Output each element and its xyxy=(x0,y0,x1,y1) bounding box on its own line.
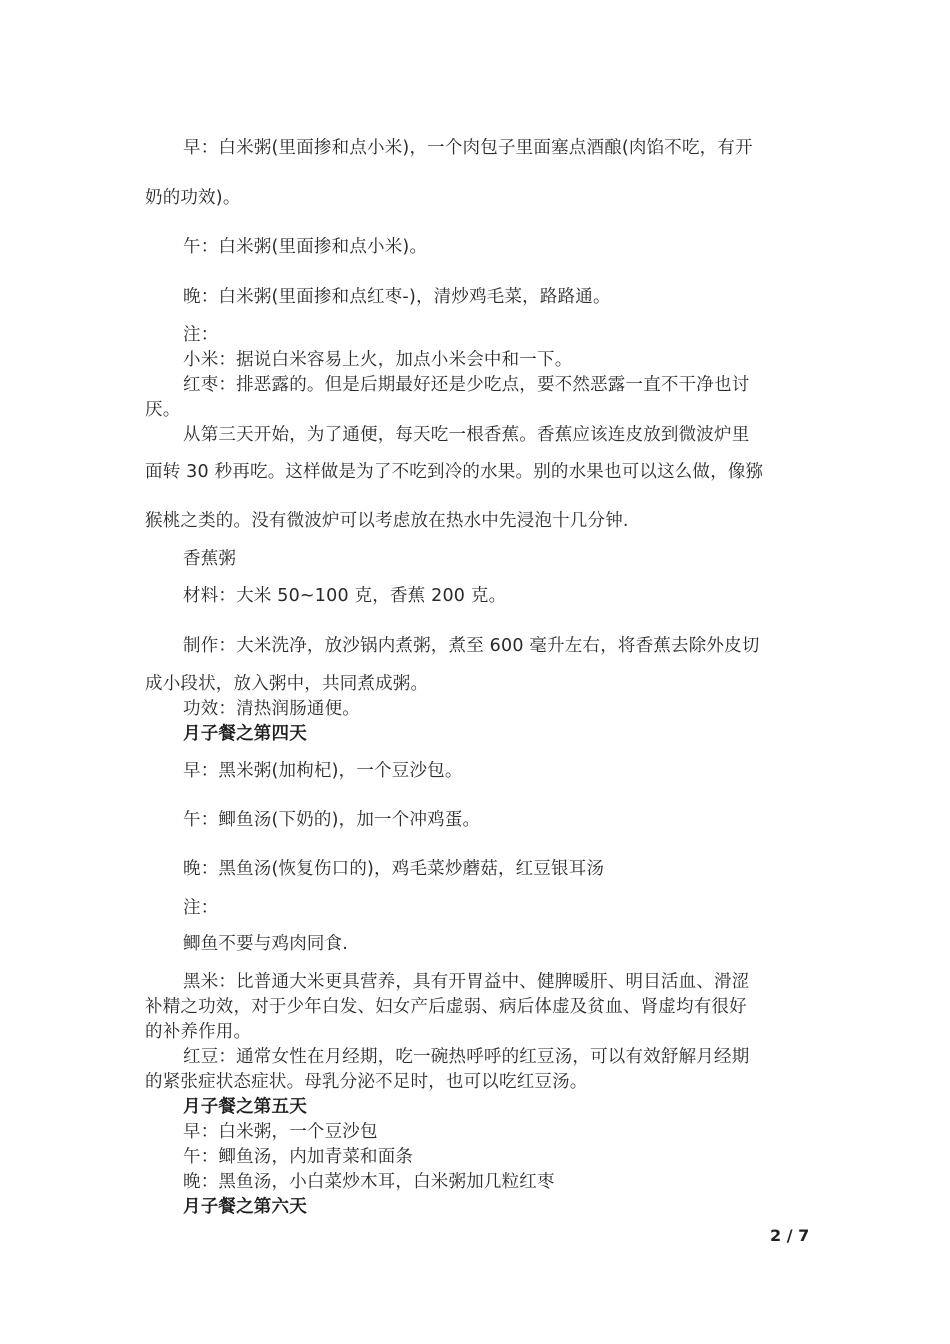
note-red-bean-line1: 红豆：通常女性在月经期，吃一碗热呼呼的红豆汤，可以有效舒解月经期 xyxy=(183,1047,750,1067)
dinner-day4: 晚：黑鱼汤(恢复伤口的)，鸡毛菜炒蘑菇，红豆银耳汤 xyxy=(183,859,605,879)
heading-day6: 月子餐之第六天 xyxy=(183,1197,307,1217)
breakfast-day5: 早：白米粥，一个豆沙包 xyxy=(183,1122,378,1142)
recipe-effect: 功效：清热润肠通便。 xyxy=(183,699,360,719)
lunch-day3: 午：白米粥(里面掺和点小米)。 xyxy=(183,237,428,257)
note-label-day4: 注： xyxy=(183,898,219,918)
recipe-ingredients: 材料：大米 50~100 克，香蕉 200 克。 xyxy=(183,586,507,606)
note-crucian-carp: 鲫鱼不要与鸡肉同食. xyxy=(183,934,349,954)
breakfast-day3-line2: 奶的功效)。 xyxy=(145,188,241,208)
heading-day4: 月子餐之第四天 xyxy=(183,724,307,744)
note-jujube-line1: 红枣：排恶露的。但是后期最好还是少吃点，要不然恶露一直不干净也讨 xyxy=(183,375,750,395)
page-number: 2 / 7 xyxy=(770,1226,810,1245)
note-label-day3: 注： xyxy=(183,325,219,345)
note-millet: 小米：据说白米容易上火，加点小米会中和一下。 xyxy=(183,350,573,370)
recipe-title-banana-porridge: 香蕉粥 xyxy=(183,549,237,569)
note-black-rice-line1: 黑米：比普通大米更具营养，具有开胃益中、健脾暖肝、明目活血、滑涩 xyxy=(183,972,750,992)
dinner-day5: 晚：黑鱼汤，小白菜炒木耳，白米粥加几粒红枣 xyxy=(183,1172,555,1192)
note-jujube-line2: 厌。 xyxy=(145,400,181,420)
banana-tip-line3: 猴桃之类的。没有微波炉可以考虑放在热水中先浸泡十几分钟. xyxy=(145,511,629,531)
breakfast-day3-line1: 早：白米粥(里面掺和点小米)，一个肉包子里面塞点酒酿(肉馅不吃，有开 xyxy=(183,138,753,158)
breakfast-day4: 早：黑米粥(加枸杞)，一个豆沙包。 xyxy=(183,761,463,781)
note-red-bean-line2: 的紧张症状态症状。母乳分泌不足时，也可以吃红豆汤。 xyxy=(145,1072,588,1092)
lunch-day4: 午：鲫鱼汤(下奶的)，加一个冲鸡蛋。 xyxy=(183,810,481,830)
heading-day5: 月子餐之第五天 xyxy=(183,1097,307,1117)
note-black-rice-line3: 的补养作用。 xyxy=(145,1022,252,1042)
lunch-day5: 午：鲫鱼汤，内加青菜和面条 xyxy=(183,1147,414,1167)
recipe-method-line2: 成小段状，放入粥中，共同煮成粥。 xyxy=(145,674,429,694)
note-black-rice-line2: 补精之功效，对于少年白发、妇女产后虚弱、病后体虚及贫血、肾虚均有很好 xyxy=(145,997,747,1017)
banana-tip-line1: 从第三天开始，为了通便，每天吃一根香蕉。香蕉应该连皮放到微波炉里 xyxy=(183,425,750,445)
banana-tip-line2: 面转 30 秒再吃。这样做是为了不吃到冷的水果。别的水果也可以这么做，像猕 xyxy=(145,462,764,482)
recipe-method-line1: 制作：大米洗净，放沙锅内煮粥，煮至 600 毫升左右，将香蕉去除外皮切 xyxy=(183,636,760,656)
dinner-day3: 晚：白米粥(里面掺和点红枣-)，清炒鸡毛菜，路路通。 xyxy=(183,287,611,307)
